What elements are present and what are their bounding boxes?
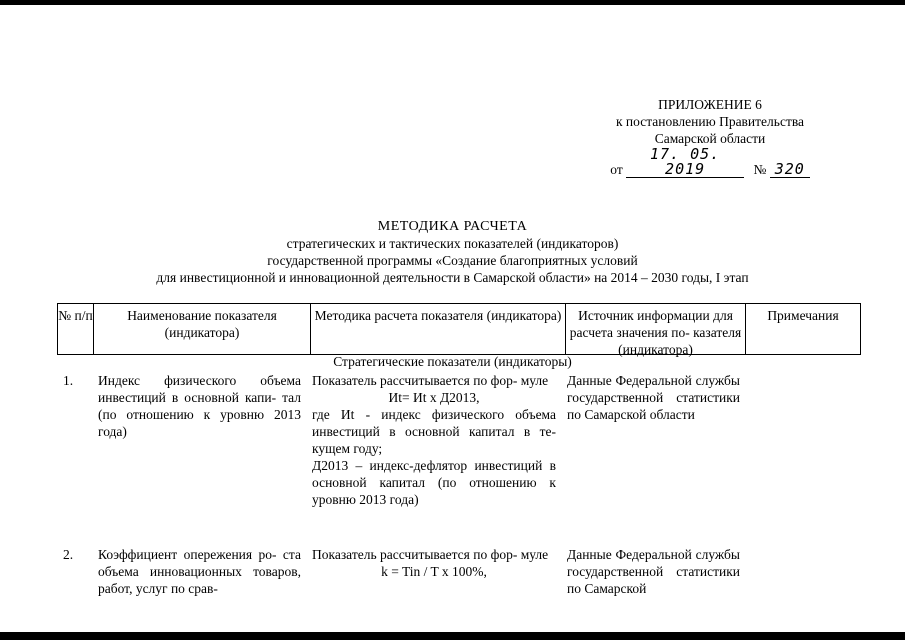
heading-line-2: стратегических и тактических показателей (индикаторов) <box>286 236 619 251</box>
heading-title: МЕТОДИКА РАСЧЕТА <box>377 219 528 234</box>
row-1-formula <box>312 389 556 406</box>
date-field <box>626 147 744 178</box>
number-field <box>770 162 810 178</box>
document-heading <box>0 218 905 286</box>
from-label: от <box>610 162 623 177</box>
appendix-line-decree: к постановлению Правительства <box>615 114 805 129</box>
row-1-method <box>312 372 556 508</box>
row-1-name: Индекс физического объема инвестиций в основной капи- тал (по отношению к уровню 2013 года) <box>98 373 301 439</box>
header-method: Методика расчета показателя (индикатора) <box>311 304 566 354</box>
row-1-formula-text: Иt= Иt x Д2013, <box>388 390 480 405</box>
number-handwritten: 320 <box>774 160 805 178</box>
row-1-source: Данные Федеральной службы государственной статистики по Самарской области <box>567 373 740 422</box>
row-2-source: Данные Федеральной службы государственной статистики по Самарской <box>567 547 740 596</box>
date-handwritten: 17. 05. 2019 <box>650 145 721 178</box>
section-strategic: Стратегические показатели (индикаторы) <box>333 354 572 369</box>
row-1-number: 1. <box>63 373 74 388</box>
heading-line-3: государственной программы «Создание благоприятных условий <box>267 253 638 268</box>
header-notes: Примечания <box>767 308 839 323</box>
row-1-method-text-2: Д2013 – индекс-дефлятор инвестиций в основной капитал (по отношению к уровню 2013 года) <box>312 458 556 507</box>
row-1-method-text-1: где Иt - индекс физического объема инвестиций в основной капитал в те- кущем году; <box>312 407 556 456</box>
appendix-line-region: Самарской области <box>654 131 766 146</box>
row-2-name: Коэффициент опережения ро- ста объема инновационных товаров, работ, услуг по срав- <box>98 547 301 596</box>
header-indicator-name: Наименование показателя (индикатора) <box>94 304 311 354</box>
heading-line-4: для инвестиционной и инновационной деятельности в Самарской области» на 2014 – 2030 годы, I этап <box>156 270 749 285</box>
header-source: Источник информации для расчета значения по- казателя (индикатора) <box>566 304 746 354</box>
row-2-number: 2. <box>63 547 74 562</box>
appendix-title: ПРИЛОЖЕНИЕ 6 <box>658 97 762 112</box>
appendix-date-number <box>580 145 840 178</box>
row-2-method <box>312 546 556 580</box>
table-header <box>57 303 861 355</box>
methodology-table <box>57 303 861 355</box>
row-2-formula: k = Tin / T x 100%, <box>381 564 487 579</box>
number-label: № <box>753 162 767 177</box>
scan-bottom-border <box>0 632 905 640</box>
row-1-method-intro: Показатель рассчитывается по фор- муле <box>312 373 549 388</box>
appendix-block <box>580 96 840 178</box>
scan-top-border <box>0 0 905 5</box>
header-number: № п/п <box>58 304 94 354</box>
row-2-method-intro: Показатель рассчитывается по фор- муле <box>312 547 549 562</box>
